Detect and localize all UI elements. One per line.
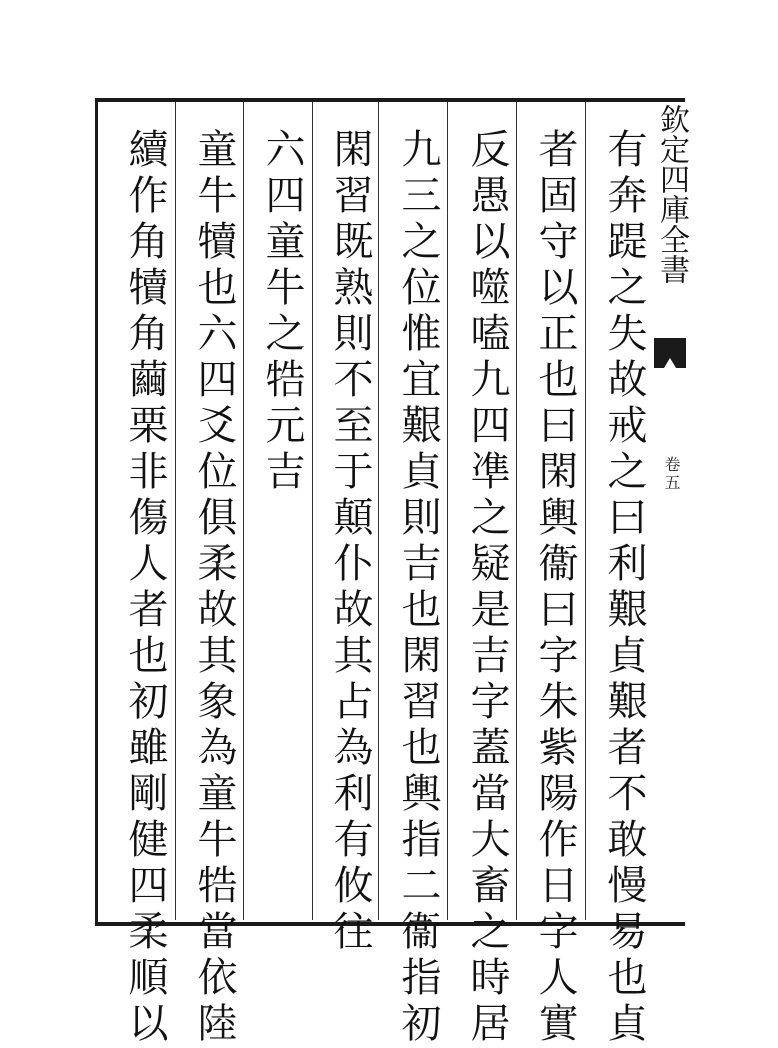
column-rule	[378, 102, 379, 920]
text-column-5: 閑習既熟則不至于顛仆故其占為利有攸往	[327, 128, 373, 956]
fishtail-mark	[654, 338, 686, 368]
column-rule	[585, 102, 586, 920]
column-rule	[243, 102, 244, 920]
column-rule	[447, 102, 448, 920]
column-rule	[516, 102, 517, 920]
column-rule	[175, 102, 176, 920]
text-column-2: 者固守以正也曰閑輿衞曰字朱紫陽作日字人實	[532, 128, 578, 1048]
book-title: 欽定四庫全書	[654, 104, 689, 284]
text-column-7: 童牛犢也六四爻位俱柔故其象為童牛牿當依陸	[191, 128, 237, 1048]
text-column-8: 續作角犢角繭栗非傷人者也初雖剛健四柔順以	[122, 128, 168, 1048]
text-column-6: 六四童牛之牿元吉	[259, 128, 305, 496]
text-column-1: 有奔踶之失故戒之曰利艱貞艱者不敢慢易也貞	[601, 128, 647, 1048]
text-column-3: 反愚以噬嗑九四凖之疑是吉字蓋當大畜之時居	[464, 128, 510, 1048]
column-rule	[312, 102, 313, 920]
volume-label: 卷五	[662, 456, 681, 492]
text-column-4: 九三之位惟宜艱貞則吉也閑習也輿指二衞指初	[395, 128, 441, 1048]
